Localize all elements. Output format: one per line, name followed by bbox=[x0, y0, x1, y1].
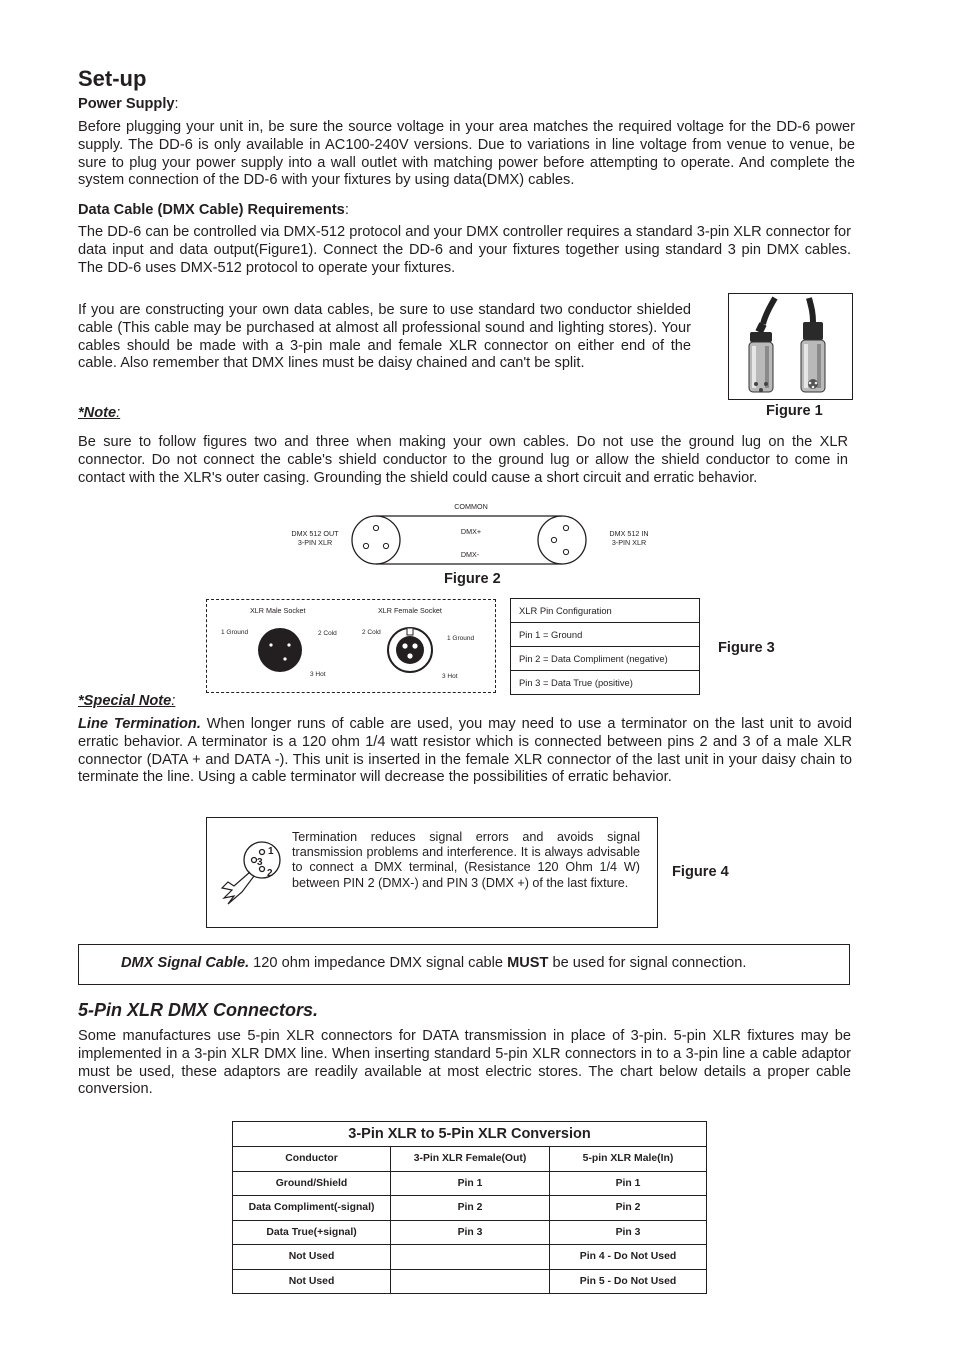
dmx-signal-cable-text bbox=[121, 955, 746, 971]
conversion-table bbox=[232, 1121, 707, 1294]
figure2-in-label bbox=[596, 529, 662, 547]
dmx-signal-cable-must: MUST bbox=[507, 955, 549, 971]
xlr-cable-illustration bbox=[729, 294, 851, 398]
table-header-row bbox=[233, 1147, 707, 1172]
data-cable-text: The DD-6 can be controlled via DMX-512 protocol and your DMX controller requires a standard 3-pin XLR connector for data input and data output(Figure1). Connect the DD-6 and your fixtures together using standard 3 pin DMX cables. The DD-6 uses DMX-512 protocol to operate your fixtures. bbox=[78, 224, 851, 276]
line-termination-lead: Line Termination. bbox=[78, 716, 201, 732]
figure2-in-line1: DMX 512 IN bbox=[609, 529, 649, 538]
xlr-pin-config-table bbox=[510, 598, 700, 695]
figure2-out-line1: DMX 512 OUT bbox=[291, 529, 339, 538]
xlr-female-socket-icon bbox=[385, 625, 435, 675]
table-cell: Ground/Shield bbox=[233, 1171, 391, 1196]
note-heading bbox=[78, 405, 120, 421]
note-text: Be sure to follow figures two and three when making your own cables. Do not use the ground lug on the XLR connector. Do not connect the cable's shield conductor to the ground lug or allow the shield conductor to come in contact with the XLR's outer casing. Grounding the shield could cause a short circuit and erratic behavior. bbox=[78, 434, 848, 486]
table-row bbox=[233, 1220, 707, 1245]
page-title: Set-up bbox=[78, 66, 147, 91]
figure2-dmx-plus-label: DMX+ bbox=[460, 527, 482, 536]
table-cell: Data True(+signal) bbox=[233, 1220, 391, 1245]
figure3-caption: Figure 3 bbox=[718, 640, 775, 656]
figure2-common-label: COMMON bbox=[445, 502, 497, 511]
table-cell bbox=[391, 1269, 550, 1294]
figure4-pin2-label: 2 bbox=[267, 868, 273, 879]
table-cell: Pin 3 bbox=[391, 1220, 550, 1245]
data-cable-text-2: If you are constructing your own data cables, be sure to use standard two conductor shielded cable (This cable may be purchased at almost all professional sound and lighting stores). Your cables should be made with a 3-pin male and female XLR connector on either end of the cable. Also remember that DMX lines must be daisy chained and can't be split. bbox=[78, 302, 691, 372]
column-header: Conductor bbox=[233, 1147, 391, 1172]
five-pin-text: Some manufactures use 5-pin XLR connectors for DATA transmission in place of 3-pin. 5-pin XLR fixtures may be implemented in a 3-pin XLR DMX line. When inserting standard 5-pin XLR connectors in to a 3-pin line a cable adaptor must be used, these adaptors are readily available at most electric stores. The chart below details a proper cable conversion. bbox=[78, 1028, 851, 1098]
table-cell: Not Used bbox=[233, 1245, 391, 1270]
table-cell: Pin 1 bbox=[550, 1171, 707, 1196]
figure4-pin3-label: 3 bbox=[257, 857, 263, 868]
table-row bbox=[511, 599, 700, 623]
note-label: *Note bbox=[78, 405, 117, 421]
figure3-female-ground: 1 Ground bbox=[447, 635, 475, 642]
power-supply-colon: : bbox=[174, 96, 179, 112]
config-cell: Pin 2 = Data Compliment (negative) bbox=[511, 647, 700, 671]
data-cable-label: Data Cable (DMX Cable) Requirements bbox=[78, 202, 345, 218]
table-cell: Pin 5 - Do Not Used bbox=[550, 1269, 707, 1294]
figure3-female-hot: 3 Hot bbox=[442, 673, 458, 680]
special-note-colon: : bbox=[171, 693, 176, 709]
table-row bbox=[233, 1196, 707, 1221]
table-row bbox=[233, 1171, 707, 1196]
dmx-signal-cable-text-a: 120 ohm impedance DMX signal cable bbox=[249, 955, 508, 971]
table-cell: Pin 3 bbox=[550, 1220, 707, 1245]
figure1-image bbox=[728, 293, 853, 400]
figure4-caption: Figure 4 bbox=[672, 864, 729, 880]
figure2-out-line2: 3-PIN XLR bbox=[297, 538, 333, 547]
conversion-table-title: 3-Pin XLR to 5-Pin XLR Conversion bbox=[233, 1122, 707, 1147]
figure3-male-title: XLR Male Socket bbox=[250, 606, 306, 615]
note-colon: : bbox=[116, 405, 121, 421]
table-cell: Not Used bbox=[233, 1269, 391, 1294]
table-cell: Pin 4 - Do Not Used bbox=[550, 1245, 707, 1270]
figure1-caption: Figure 1 bbox=[766, 403, 823, 419]
figure2-in-line2: 3-PIN XLR bbox=[611, 538, 647, 547]
figure2-diagram bbox=[350, 510, 590, 570]
table-row bbox=[233, 1245, 707, 1270]
power-supply-label: Power Supply bbox=[78, 96, 175, 112]
special-note-label: *Special Note bbox=[78, 693, 172, 709]
dmx-signal-cable-text-b: be used for signal connection. bbox=[548, 955, 747, 971]
xlr-male-socket-icon bbox=[255, 625, 305, 675]
figure3-female-cold: 2 Cold bbox=[362, 629, 381, 636]
figure4-pin1-label: 1 bbox=[268, 846, 274, 857]
config-cell: Pin 3 = Data True (positive) bbox=[511, 671, 700, 695]
table-cell: Pin 1 bbox=[391, 1171, 550, 1196]
power-supply-text: Before plugging your unit in, be sure the source voltage in your area matches the required voltage for the DD-6 power supply. The DD-6 is only available in AC100-240V versions. Due to variations in line voltage from venue to venue, be sure to plug your power supply into a wall outlet with matching power before attempting to operate. And complete the system connection of the DD-6 with your fixtures by using data(DMX) cables. bbox=[78, 119, 855, 189]
config-cell: XLR Pin Configuration bbox=[511, 599, 700, 623]
table-row bbox=[233, 1269, 707, 1294]
figure2-out-label bbox=[280, 529, 350, 547]
figure3-male-ground: 1 Ground bbox=[221, 629, 249, 636]
table-cell: Data Compliment(-signal) bbox=[233, 1196, 391, 1221]
table-row bbox=[511, 647, 700, 671]
config-cell: Pin 1 = Ground bbox=[511, 623, 700, 647]
table-cell: Pin 2 bbox=[391, 1196, 550, 1221]
column-header: 3-Pin XLR Female(Out) bbox=[391, 1147, 550, 1172]
figure2-caption: Figure 2 bbox=[444, 571, 501, 587]
data-cable-heading bbox=[78, 202, 349, 218]
table-row bbox=[511, 623, 700, 647]
table-title-row bbox=[233, 1122, 707, 1147]
table-cell bbox=[391, 1245, 550, 1270]
figure3-male-cold: 2 Cold bbox=[318, 630, 337, 637]
table-cell: Pin 2 bbox=[550, 1196, 707, 1221]
table-row bbox=[511, 671, 700, 695]
power-supply-heading bbox=[78, 96, 179, 112]
five-pin-heading: 5-Pin XLR DMX Connectors. bbox=[78, 1000, 319, 1020]
data-cable-colon: : bbox=[344, 202, 349, 218]
dmx-signal-cable-box bbox=[78, 944, 850, 985]
special-note-text bbox=[78, 716, 852, 787]
figure3-male-hot: 3 Hot bbox=[310, 671, 326, 678]
column-header: 5-pin XLR Male(In) bbox=[550, 1147, 707, 1172]
figure4-text: Termination reduces signal errors and avoids signal transmission problems and interference. It is always advisable to connect a DMX terminal, (Resistance 120 Ohm 1/4 W) between PIN 2 (DMX-) and PIN 3 (DMX +) of the last fixture. bbox=[292, 830, 640, 890]
line-termination-text: When longer runs of cable are used, you may need to use a terminator on the last unit to avoid erratic behavior. A terminator is a 120 ohm 1/4 watt resistor which is connected between pins 2 and 3 of a male XLR connector (DATA + and DATA -). This unit is inserted in the female XLR connector of the last unit in your daisy chain to terminate the line. Using a cable terminator will decrease the possibilities of erratic behavior. bbox=[78, 716, 853, 786]
figure2-dmx-minus-label: DMX- bbox=[455, 550, 485, 559]
dmx-signal-cable-lead: DMX Signal Cable. bbox=[121, 955, 250, 971]
special-note-heading bbox=[78, 693, 175, 709]
figure3-female-title: XLR Female Socket bbox=[378, 606, 442, 615]
